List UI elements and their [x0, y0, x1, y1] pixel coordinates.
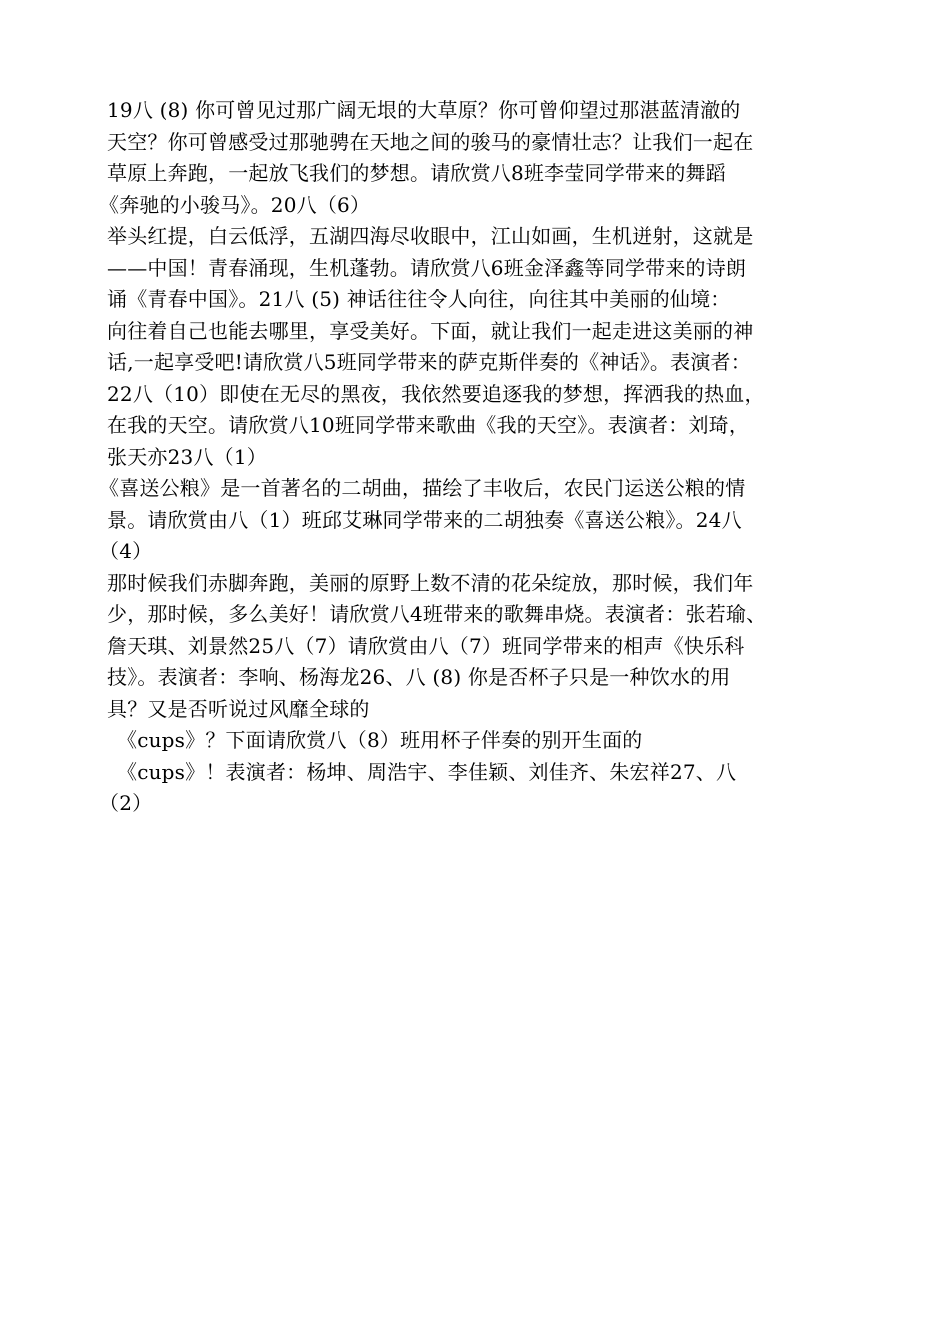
text-line-12: 张天亦23八（1） [107, 444, 267, 469]
text-line-5: 举头红提，白云低浮，五湖四海尽收眼中，江山如画，生机迸射，这就是 [107, 224, 754, 248]
text-line-19: 技》。表演者：李响、杨海龙26、八 (8) 你是否杯子只是一种饮水的用 [107, 665, 731, 689]
text-line-8: 向往着自己也能去哪里，享受美好。下面，就让我们一起走进这美丽的神 [107, 318, 754, 343]
text-line-2: 天空？你可曾感受过那驰骋在天地之间的骏马的豪情壮志？让我们一起在 [107, 129, 754, 154]
text-line-4: 《奔驰的小骏马》。20八（6） [99, 192, 371, 217]
text-line-11: 在我的天空。请欣赏八10班同学带来歌曲《我的天空》。表演者：刘琦， [107, 413, 750, 437]
text-line-9: 话,一起享受吧!请欣赏八5班同学带来的萨克斯伴奏的《神话》。表演者： [107, 350, 751, 374]
program-script-text [99, 95, 867, 820]
text-line-21: 《cups》？下面请欣赏八（8）班用杯子伴奏的别开生面的 [117, 728, 643, 752]
text-line-3: 草原上奔跑，一起放飞我们的梦想。请欣赏八8班李莹同学带来的舞蹈 [107, 161, 726, 185]
text-line-6: ——中国！青春涌现，生机蓬勃。请欣赏八6班金泽鑫等同学带来的诗朗 [107, 255, 747, 280]
text-line-1: 19八 (8) 你可曾见过那广阔无垠的大草原？你可曾仰望过那湛蓝清澈的 [107, 98, 741, 122]
text-line-13: 《喜送公粮》是一首著名的二胡曲，描绘了丰收后，农民门运送公粮的情 [99, 476, 746, 500]
text-line-14: 景。请欣赏由八（1）班邱艾琳同学带来的二胡独奏《喜送公粮》。24八 [107, 507, 742, 532]
text-line-7: 诵《青春中国》。21八 (5) 神话往往令人向往，向往其中美丽的仙境： [107, 287, 731, 311]
text-line-16: 那时候我们赤脚奔跑，美丽的原野上数不清的花朵绽放，那时候，我们年 [107, 570, 754, 595]
text-line-20: 具？又是否听说过风靡全球的 [107, 696, 370, 721]
text-line-23: （2） [99, 791, 153, 815]
text-line-17: 少，那时候，多么美好！请欣赏八4班带来的歌舞串烧。表演者：张若瑜、 [107, 602, 767, 626]
text-line-18: 詹天琪、刘景然25八（7）请欣赏由八（7）班同学带来的相声《快乐科 [107, 633, 745, 658]
text-line-10: 22八（10）即使在无尽的黑夜，我依然要追逐我的梦想，挥洒我的热血， [107, 381, 765, 406]
text-line-22: 《cups》！表演者：杨坤、周浩宇、李佳颖、刘佳齐、朱宏祥27、八 [117, 759, 737, 784]
text-line-15: （4） [99, 539, 153, 563]
